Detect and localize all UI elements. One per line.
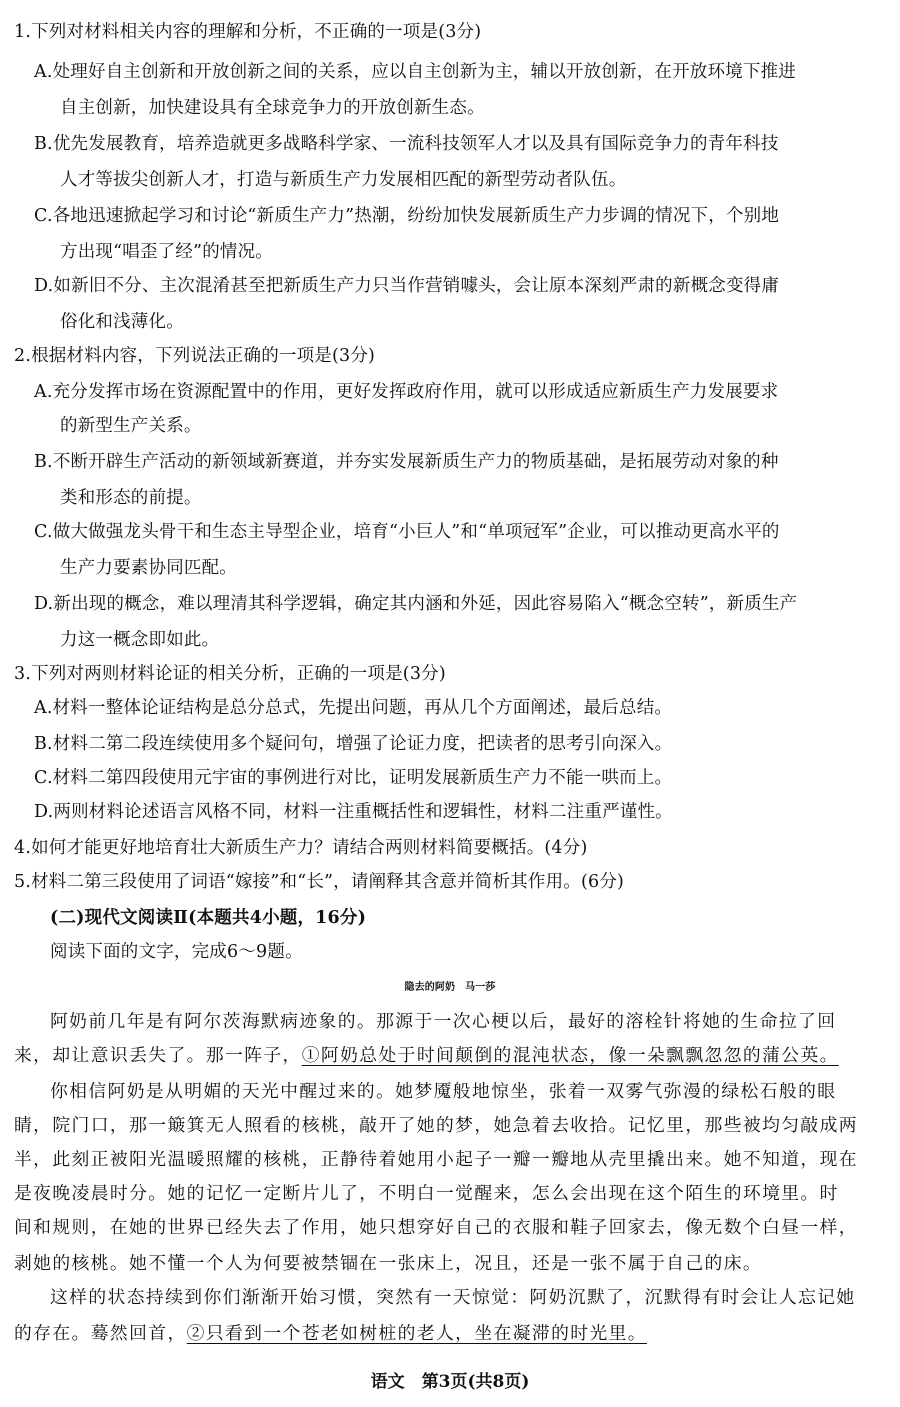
passage-p3-line-2 bbox=[14, 1322, 647, 1346]
question-2-option-a-line-2: 的新型生产关系。 bbox=[60, 416, 202, 436]
passage-p3-line-1: 这样的状态持续到你们渐渐开始习惯，突然有一天惊觉：阿奶沉默了，沉默得有时会让人忘记她 bbox=[50, 1287, 856, 1308]
passage-p1-line-2-text: 来，却让意识丢失了。那一阵子， bbox=[14, 1045, 302, 1066]
underlined-sentence-1: ①阿奶总处于时间颠倒的混沌状态，像一朵飘飘忽忽的蒲公英。 bbox=[301, 1045, 839, 1066]
question-2-option-b-line-2: 类和形态的前提。 bbox=[60, 488, 202, 508]
section-instruction: 阅读下面的文字，完成6～9题。 bbox=[50, 942, 303, 962]
question-4: 4.如何才能更好地培育壮大新质生产力？请结合两则材料简要概括。(4分) bbox=[14, 838, 588, 858]
question-3-option-c: C.材料二第四段使用元宇宙的事例进行对比，证明发展新质生产力不能一哄而上。 bbox=[34, 768, 673, 788]
question-1-option-c-line-1: C.各地迅速掀起学习和讨论“新质生产力”热潮，纷纷加快发展新质生产力步调的情况下，个别地 bbox=[34, 206, 780, 226]
question-1-option-d-line-2: 俗化和浅薄化。 bbox=[60, 312, 184, 332]
question-1-option-d-line-1: D.如新旧不分、主次混淆甚至把新质生产力只当作营销噱头，会让原本深刻严肃的新概念变得庸 bbox=[34, 276, 780, 296]
question-1-stem: 1.下列对材料相关内容的理解和分析，不正确的一项是(3分) bbox=[14, 22, 482, 42]
question-1-option-b-line-1: B.优先发展教育，培养造就更多战略科学家、一流科技领军人才以及具有国际竞争力的青年科技 bbox=[34, 134, 779, 154]
question-3-option-d: D.两则材料论述语言风格不同，材料一注重概括性和逻辑性，材料二注重严谨性。 bbox=[34, 802, 673, 822]
passage-p2-line-5: 间和规则，在她的世界已经失去了作用，她只想穿好自己的衣服和鞋子回家去，像无数个白昼一样， bbox=[14, 1217, 858, 1238]
question-2-option-c-line-1: C.做大做强龙头骨干和生态主导型企业，培育“小巨人”和“单项冠军”企业，可以推动更高水平的 bbox=[34, 522, 780, 542]
passage-p2-line-3: 半，此刻正被阳光温暖照耀的核桃，正静待着她用小起子一瓣一瓣地从壳里撬出来。她不知道，现在 bbox=[14, 1149, 858, 1170]
question-2-option-b-line-1: B.不断开辟生产活动的新领域新赛道，并夯实发展新质生产力的物质基础，是拓展劳动对象的种 bbox=[34, 452, 779, 472]
question-1-option-a-line-1: A.处理好自主创新和开放创新之间的关系，应以自主创新为主，辅以开放创新，在开放环境下推进 bbox=[34, 62, 796, 82]
question-1-option-a-line-2: 自主创新，加快建设具有全球竞争力的开放创新生态。 bbox=[60, 98, 485, 118]
passage-p2-line-2: 睛，院门口，那一簸箕无人照看的核桃，敲开了她的梦，她急着去收拾。记忆里，那些被均匀敲成两 bbox=[14, 1115, 858, 1136]
passage-title: 隐去的阿奶 马一莎 bbox=[404, 982, 496, 993]
section-heading: (二)现代文阅读Ⅱ(本题共4小题，16分) bbox=[50, 908, 367, 928]
page-footer: 语文 第3页(共8页) bbox=[370, 1372, 530, 1392]
question-2-stem: 2.根据材料内容，下列说法正确的一项是(3分) bbox=[14, 346, 376, 366]
passage-p2-line-1: 你相信阿奶是从明媚的天光中醒过来的。她梦魇般地惊坐，张着一双雾气弥漫的绿松石般的眼 bbox=[50, 1081, 837, 1102]
question-3-option-b: B.材料二第二段连续使用多个疑问句，增强了论证力度，把读者的思考引向深入。 bbox=[34, 734, 673, 754]
passage-p1-line-1: 阿奶前几年是有阿尔茨海默病迹象的。那源于一次心梗以后，最好的溶栓针将她的生命拉了回 bbox=[50, 1011, 837, 1032]
question-5: 5.材料二第三段使用了词语“嫁接”和“长”，请阐释其含意并简析其作用。(6分) bbox=[14, 872, 625, 892]
underlined-sentence-2: ②只看到一个苍老如树桩的老人，坐在凝滞的时光里。 bbox=[186, 1323, 647, 1344]
question-2-option-a-line-1: A.充分发挥市场在资源配置中的作用，更好发挥政府作用，就可以形成适应新质生产力发展要求 bbox=[34, 382, 779, 402]
question-3-stem: 3.下列对两则材料论证的相关分析，正确的一项是(3分) bbox=[14, 664, 446, 684]
question-1-option-c-line-2: 方出现“唱歪了经”的情况。 bbox=[60, 242, 273, 262]
question-2-option-c-line-2: 生产力要素协同匹配。 bbox=[60, 558, 237, 578]
passage-p2-line-4: 是夜晚凌晨时分。她的记忆一定断片儿了，不明白一觉醒来，怎么会出现在这个陌生的环境里。时 bbox=[14, 1183, 839, 1204]
question-3-option-a: A.材料一整体论证结构是总分总式，先提出问题，再从几个方面阐述，最后总结。 bbox=[34, 698, 673, 718]
question-2-option-d-line-1: D.新出现的概念，难以理清其科学逻辑，确定其内涵和外延，因此容易陷入“概念空转”，新质生产 bbox=[34, 594, 798, 614]
passage-p2-line-6: 剥她的核桃。她不懂一个人为何要被禁锢在一张床上，况且，还是一张不属于自己的床。 bbox=[14, 1253, 763, 1274]
passage-p1-line-2 bbox=[14, 1044, 839, 1068]
question-2-option-d-line-2: 力这一概念即如此。 bbox=[60, 630, 220, 650]
question-1-option-b-line-2: 人才等拔尖创新人才，打造与新质生产力发展相匹配的新型劳动者队伍。 bbox=[60, 170, 627, 190]
passage-p3-line-2-text: 的存在。蓦然回首， bbox=[14, 1323, 187, 1344]
